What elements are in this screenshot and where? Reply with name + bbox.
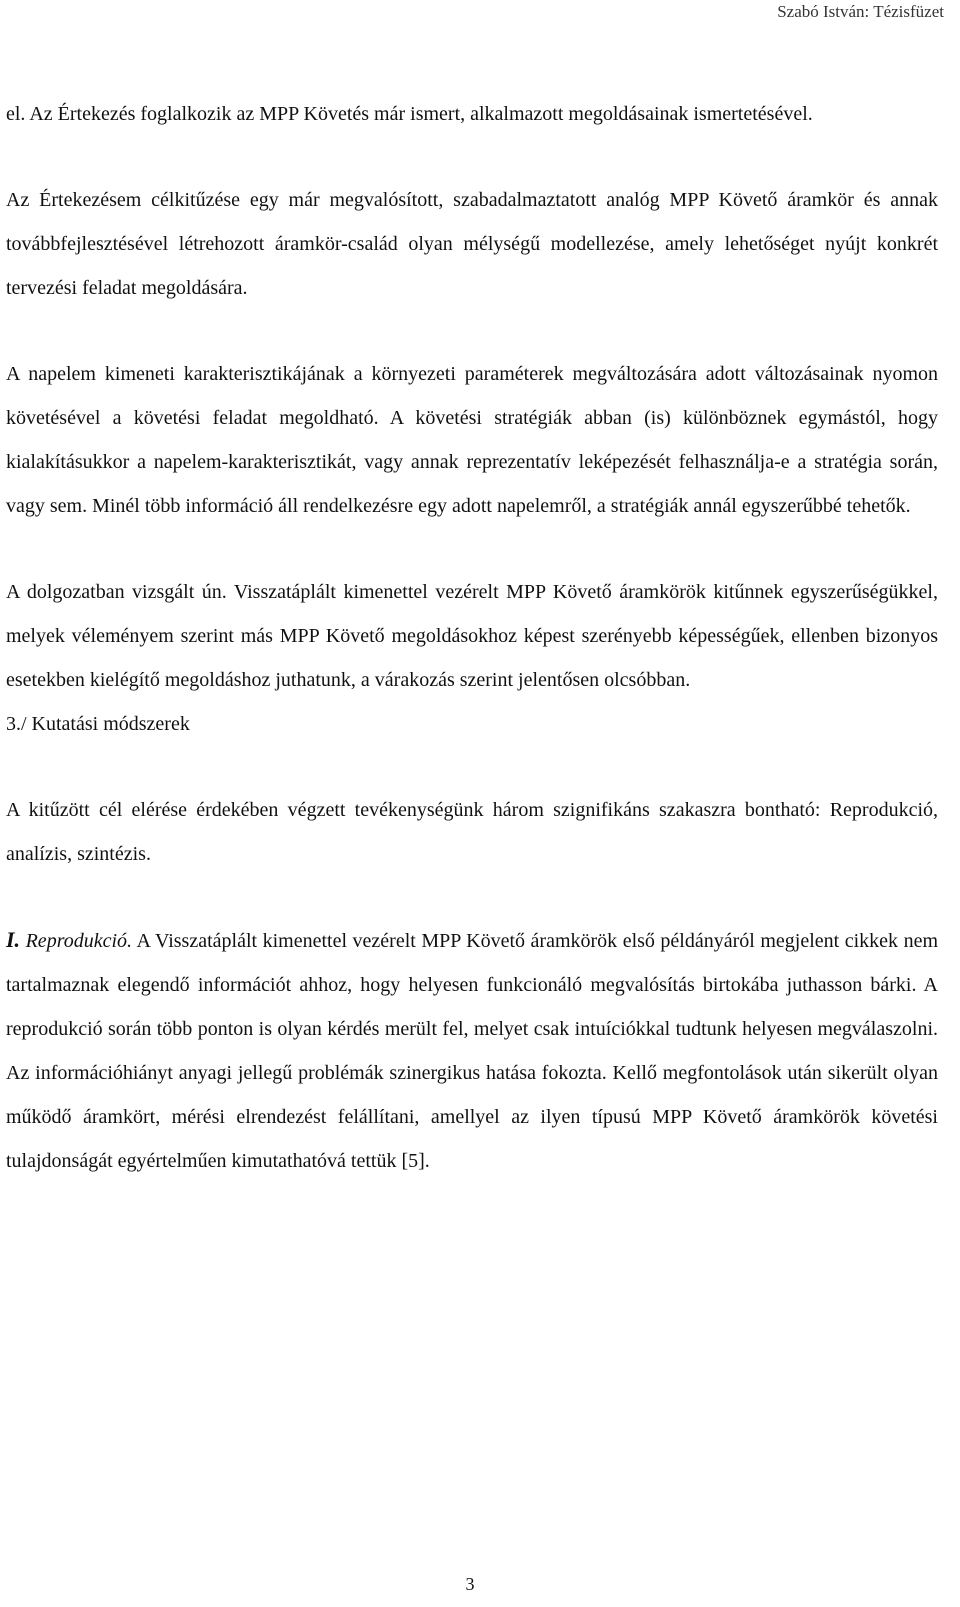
page-number: 3	[465, 1574, 475, 1594]
section-heading-research-methods: 3./ Kutatási módszerek	[6, 713, 190, 735]
paragraph-intro-end: el. Az Értekezés foglalkozik az MPP Követés már ismert, alkalmazott megoldásainak ismertetésével.	[6, 103, 813, 125]
reproduction-text: A Visszatáplált kimenettel vezérelt MPP Követő áramkörök első példányáról megjelent cikkek nem tartalmaznak elegendő információt ahhoz, hogy helyesen funkcionáló megvalósítás birtokába juthasson bárki. A reprodukció során több ponton is olyan kérdés merült fel, melyet csak intuíciókkal tudtunk helyesen megválaszolni. Az információhiányt anyagi jellegű problémák szinergikus hatása fokozta. Kellő megfontolások után sikerült olyan működő áramkört, mérési elrendezést felállítani, amellyel az ilyen típusú MPP Követő áramkörök követési tulajdonságát egyértelműen kimutathatóvá tettük [5].	[6, 930, 938, 1172]
reproduction-label: Reprodukció.	[25, 930, 133, 952]
document-body	[6, 92, 938, 1183]
paragraph-objective: Az Értekezésem célkitűzése egy már megvalósított, szabadalmaztatott analóg MPP Követő áramkör és annak továbbfejlesztésével létrehozott áramkör-család olyan mélységű modellezése, amely lehetőséget nyújt konkrét tervezési feladat megoldására.	[6, 189, 938, 299]
running-header: Szabó István: Tézisfüzet	[777, 2, 944, 21]
paragraph-reproduction	[6, 918, 938, 1183]
paragraph-tracking-strategies: A napelem kimeneti karakterisztikájának a környezeti paraméterek megváltozására adott változásainak nyomon követésével a követési feladat megoldható. A követési stratégiák abban (is) különböznek egymástól, hogy kialakításukkor a napelem-karakterisztikát, vagy annak reprezentatív leképezését felhasználja-e a stratégia során, vagy sem. Minél több információ áll rendelkezésre egy adott napelemről, a stratégiák annál egyszerűbbé tehetők.	[6, 363, 938, 517]
paragraph-examined-circuits: A dolgozatban vizsgált ún. Visszatáplált kimenettel vezérelt MPP Követő áramkörök kitűnnek egyszerűségükkel, melyek véleményem szerint más MPP Követő megoldásokhoz képest szerényebb képességűek, ellenben bizonyos esetekben kielégítő megoldáshoz juthatunk, a várakozás szerint jelentősen olcsóbban.	[6, 581, 938, 691]
roman-numeral: I.	[6, 927, 21, 952]
paragraph-research-phases: A kitűzött cél elérése érdekében végzett tevékenységünk három szignifikáns szakaszra bontható: Reprodukció, analízis, szintézis.	[6, 799, 938, 865]
